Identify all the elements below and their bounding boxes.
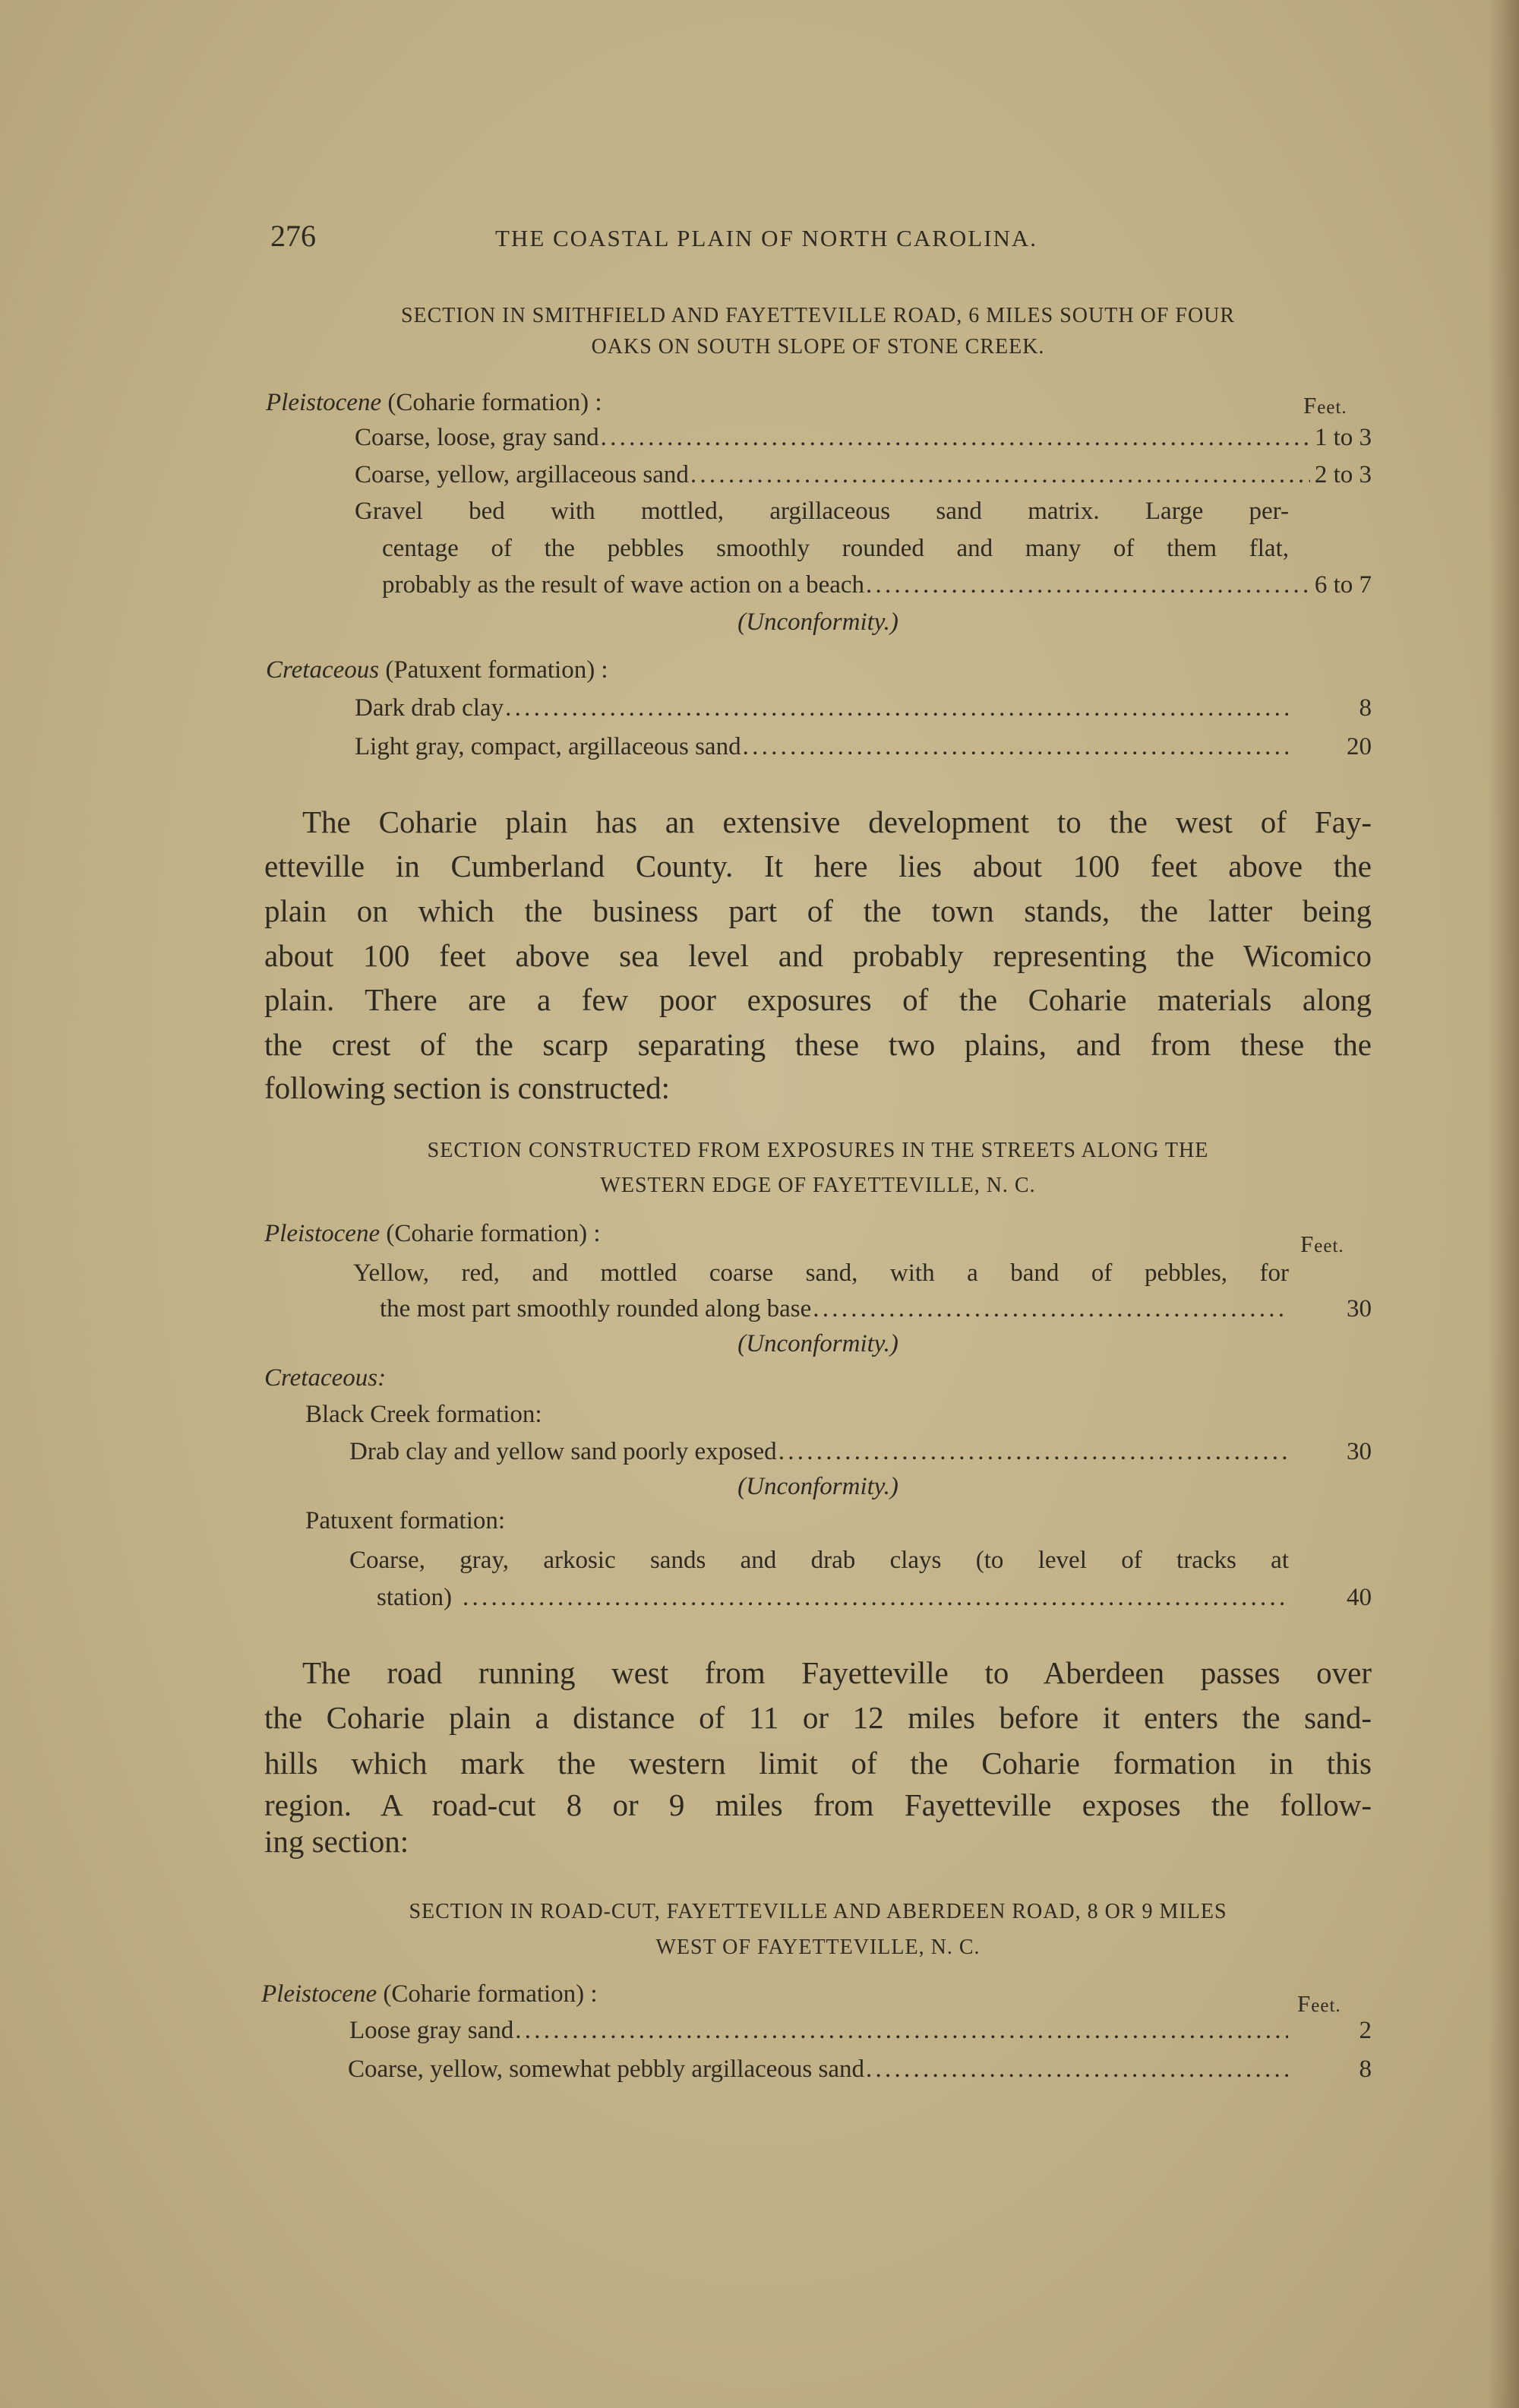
formation-name: (Coharie formation) : [386,1220,601,1247]
group-heading [266,655,608,685]
group-heading [264,1218,601,1249]
group-heading [266,387,602,418]
section-row [349,1436,1372,1467]
group-heading [261,1979,598,2009]
row-value: 2 [1359,2017,1372,2044]
unconformity-note: (Unconformity.) [737,608,898,636]
section-title: SECTION IN ROAD-CUT, FAYETTEVILLE AND ABERDEEN ROAD, 8 OR 9 MILES [409,1900,1227,1923]
unconformity-note: (Unconformity.) [737,1473,898,1500]
row-value: 6 to 7 [1314,571,1372,599]
row-value: 20 [1347,733,1372,760]
section-row [348,2054,1372,2084]
section-row [377,1582,1372,1613]
row-value: 30 [1347,1438,1372,1465]
paragraph-line: the crest of the scarp separating these two plains, and from these the [264,1027,1372,1062]
page-number: 276 [270,219,316,253]
row-value: 2 to 3 [1314,461,1372,488]
row-label: Coarse, yellow, argillaceous sand [355,461,689,488]
row-text: Gravel bed with mottled, argillaceous sand matrix. Large per- [355,498,1289,525]
section-row [355,693,1372,723]
unit-label: Feet. [1303,392,1347,419]
section-row [380,1294,1372,1324]
dot-leader [866,570,1310,600]
geologic-age: Cretaceous: [264,1364,387,1392]
formation-name: (Coharie formation) : [383,1980,598,2008]
section-row [349,2015,1372,2046]
row-label: Coarse, loose, gray sand [355,424,599,451]
unit-label: Feet. [1297,1990,1341,2017]
dot-leader [866,2054,1288,2084]
row-value: 40 [1347,1584,1372,1611]
row-label: the most part smoothly rounded along base [380,1295,812,1323]
geologic-age: Pleistocene [261,1980,377,2008]
geologic-age: Pleistocene [266,389,382,416]
section-row [355,460,1372,490]
section-row [355,732,1372,762]
paragraph-line: ing section: [264,1824,409,1859]
row-value: 8 [1359,694,1372,722]
dot-leader [463,1582,1288,1613]
row-label: station) [377,1584,452,1611]
row-label: Drab clay and yellow sand poorly exposed [349,1438,777,1465]
running-title: THE COASTAL PLAIN OF NORTH CAROLINA. [495,225,1038,251]
row-text: Coarse, gray, arkosic sands and drab clays (to level of tracks at [349,1547,1289,1574]
paragraph-line: plain. There are a few poor exposures of the Coharie materials along [264,982,1372,1017]
dot-leader [505,693,1288,723]
row-label: Dark drab clay [355,694,504,722]
row-label: Light gray, compact, argillaceous sand [355,733,741,760]
geologic-age: Pleistocene [264,1220,381,1247]
page-edge-shadow [1489,0,1519,2408]
geologic-age: Cretaceous [266,656,380,684]
unconformity-note: (Unconformity.) [737,1330,898,1357]
section-row [382,570,1372,600]
formation-heading: Black Creek formation: [305,1401,542,1428]
dot-leader [813,1294,1288,1324]
row-text: Yellow, red, and mottled coarse sand, with a band of pebbles, for [353,1259,1289,1287]
section-title: SECTION IN SMITHFIELD AND FAYETTEVILLE ROAD, 6 MILES SOUTH OF FOUR [400,304,1236,327]
dot-leader [515,2015,1288,2046]
formation-name: (Coharie formation) : [387,389,602,416]
row-value: 30 [1347,1295,1372,1323]
paragraph-line: etteville in Cumberland County. It here lies about 100 feet above the [264,848,1372,883]
formation-name: (Patuxent formation) : [385,656,608,684]
row-label: probably as the result of wave action on a beach [382,571,865,599]
section-title: WESTERN EDGE OF FAYETTEVILLE, N. C. [600,1174,1036,1197]
dot-leader [778,1436,1288,1467]
section-row [355,422,1372,453]
section-title: OAKS ON SOUTH SLOPE OF STONE CREEK. [591,335,1045,359]
section-title: WEST OF FAYETTEVILLE, N. C. [655,1936,981,1959]
formation-heading: Patuxent formation: [305,1507,506,1534]
row-label: Coarse, yellow, somewhat pebbly argillaceous sand [348,2056,864,2083]
paragraph-line: plain on which the business part of the town stands, the latter being [264,893,1372,928]
paragraph-line: following section is constructed: [264,1070,671,1105]
paragraph-line: region. A road-cut 8 or 9 miles from Fayetteville exposes the follow- [264,1787,1372,1822]
row-text: centage of the pebbles smoothly rounded and many of them flat, [382,535,1289,562]
row-value: 8 [1359,2056,1372,2083]
paragraph-line: The Coharie plain has an extensive development to the west of Fay- [302,804,1372,839]
unit-label: Feet. [1300,1231,1344,1257]
paragraph-line: The road running west from Fayetteville to Aberdeen passes over [302,1655,1372,1690]
paragraph-line: the Coharie plain a distance of 11 or 12 miles before it enters the sand- [264,1700,1372,1735]
dot-leader [743,732,1288,762]
paragraph-line: about 100 feet above sea level and probably representing the Wicomico [264,938,1372,973]
row-value: 1 to 3 [1314,424,1372,451]
paragraph-line: hills which mark the western limit of the Coharie formation in this [264,1746,1372,1781]
dot-leader [601,422,1310,453]
dot-leader [690,460,1310,490]
section-title: SECTION CONSTRUCTED FROM EXPOSURES IN THE STREETS ALONG THE [427,1139,1209,1162]
row-label: Loose gray sand [349,2017,514,2044]
